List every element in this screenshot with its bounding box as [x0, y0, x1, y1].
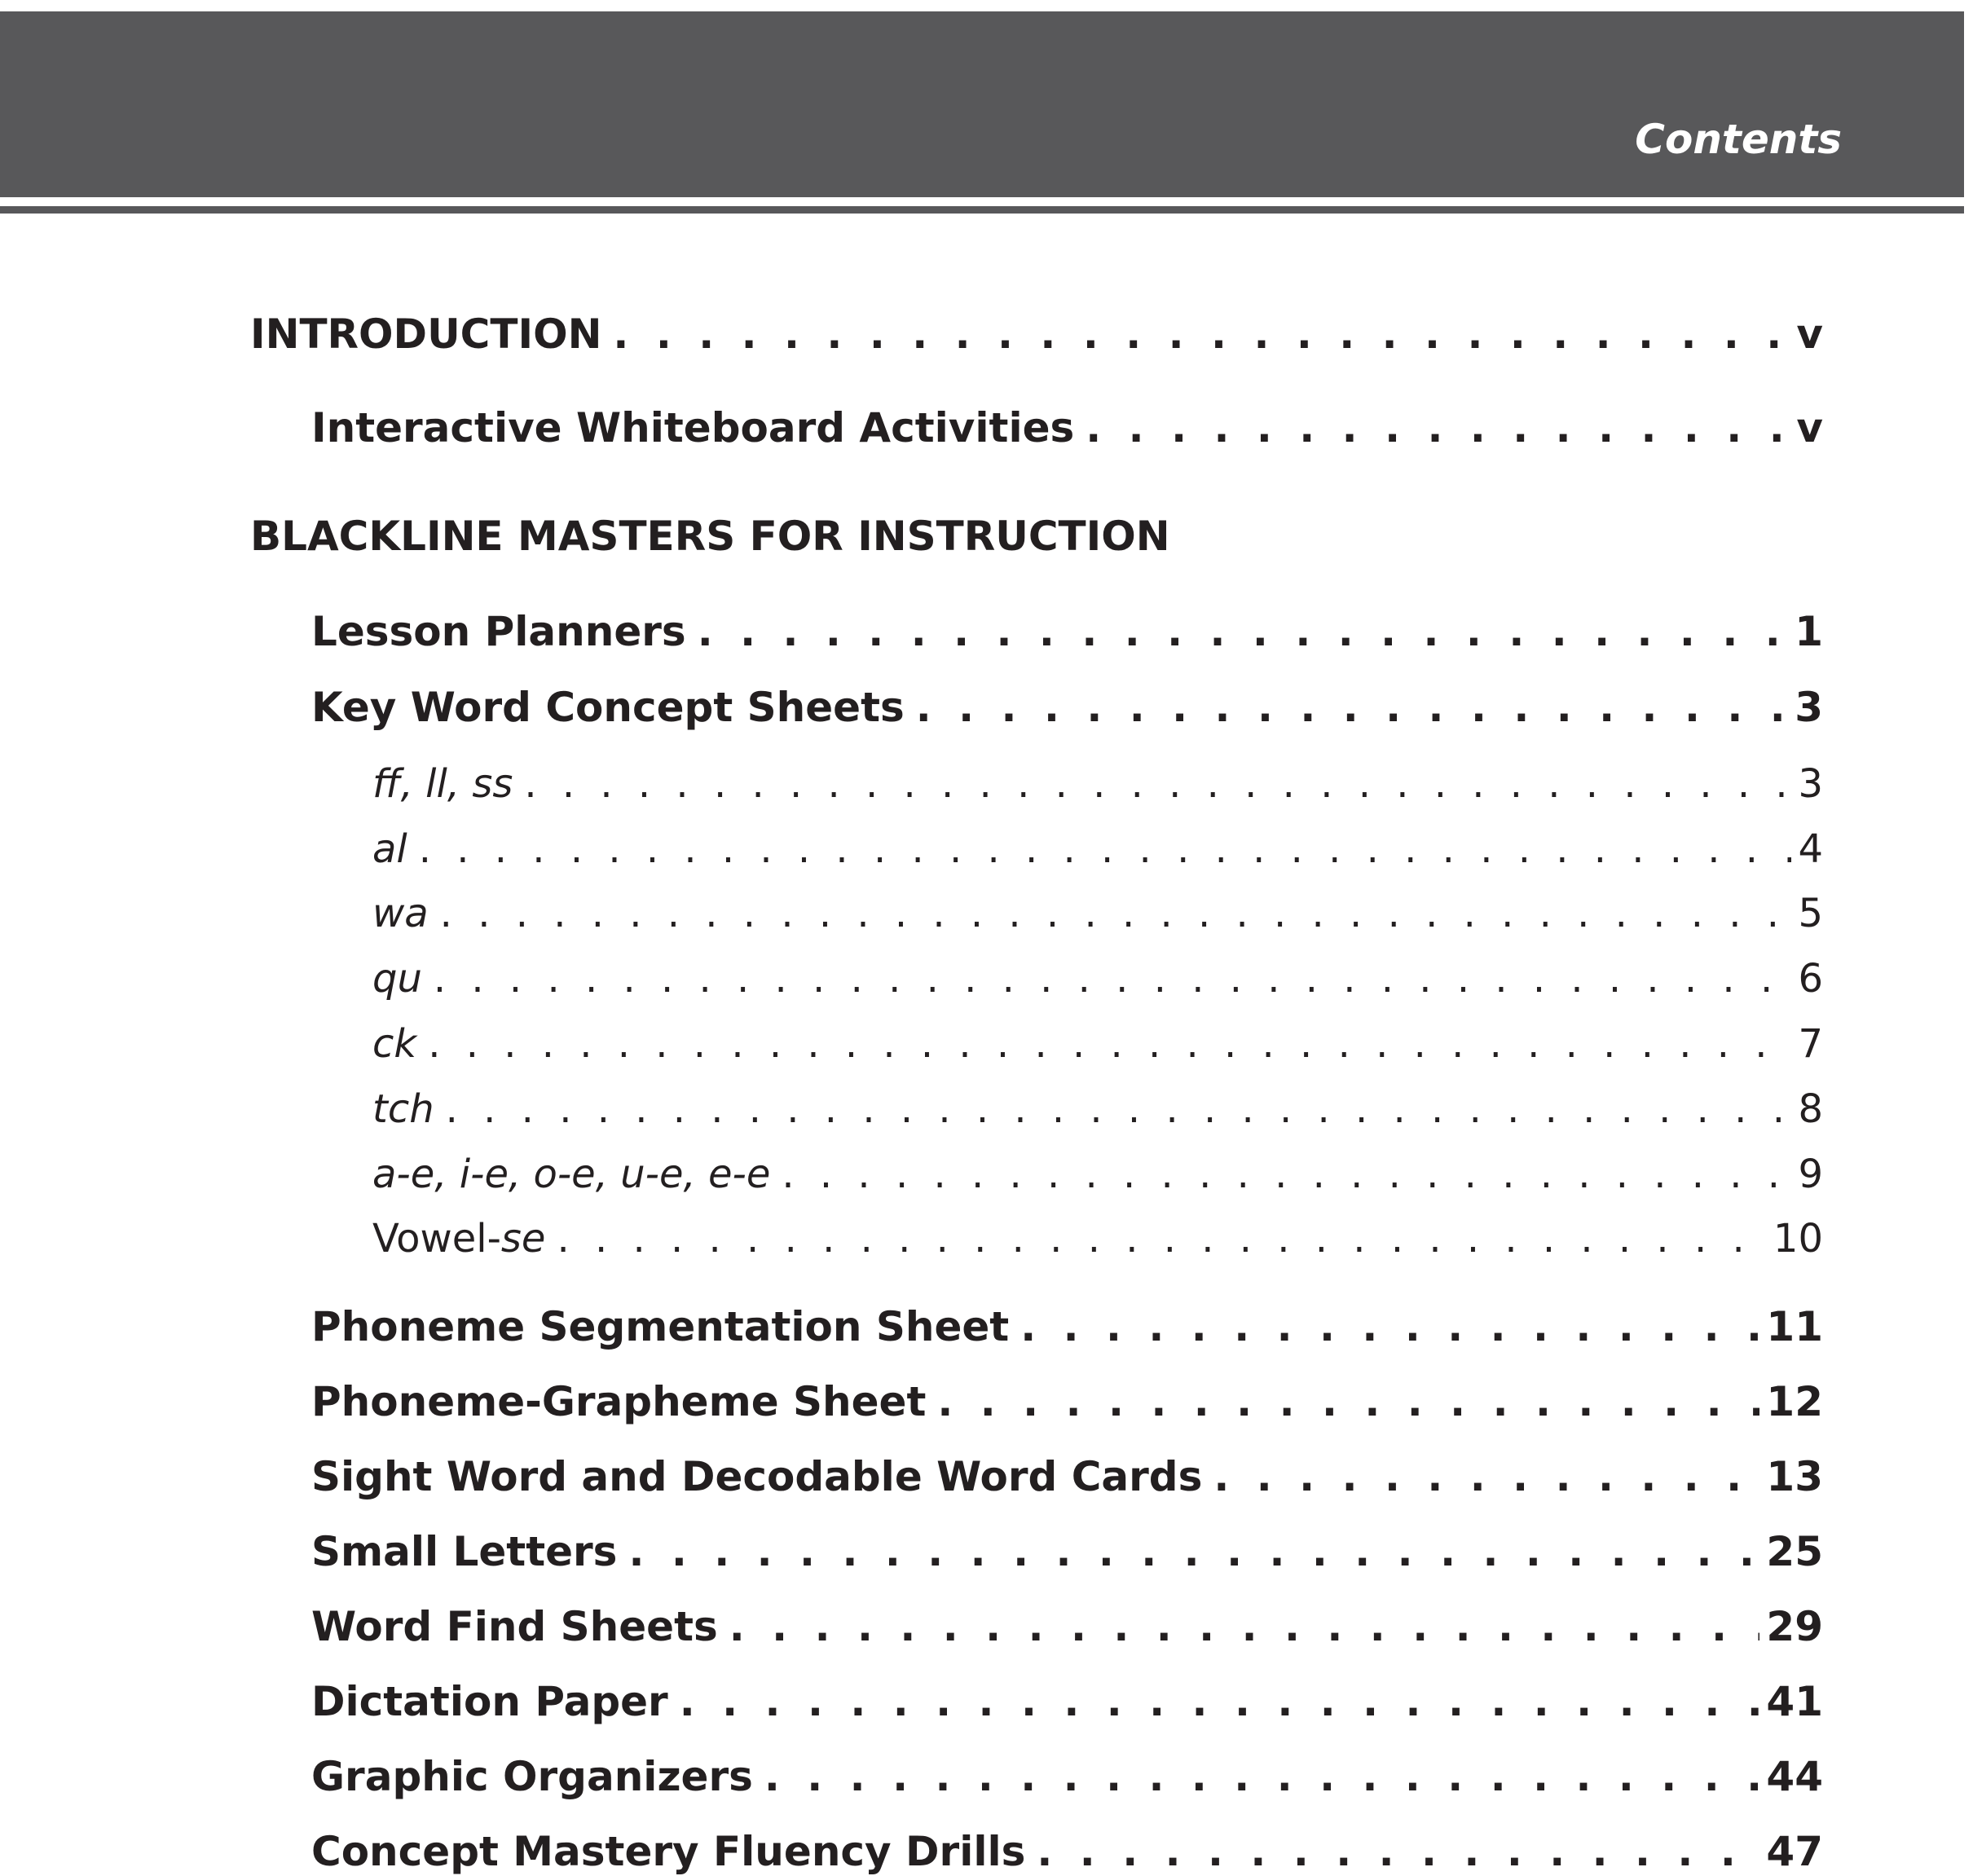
- toc-subentry-label: ff, ll, ss: [372, 761, 513, 807]
- dot-leader: [1037, 1831, 1759, 1872]
- toc-entry-page: 3: [1795, 684, 1823, 731]
- toc-subentry[interactable]: [372, 1216, 1823, 1262]
- dot-leader: [628, 1531, 1759, 1572]
- toc-entry[interactable]: [311, 1753, 1823, 1800]
- dot-leader: [557, 1219, 1766, 1258]
- toc-subentry-page: 10: [1773, 1216, 1823, 1262]
- dot-leader: [764, 1756, 1760, 1797]
- toc-subentry-label: al: [372, 826, 407, 872]
- toc-subentry-page: 6: [1798, 956, 1823, 1002]
- dot-leader: [419, 830, 1792, 869]
- dot-leader: [613, 314, 1790, 355]
- dot-leader: [729, 1606, 1760, 1647]
- toc-subentry-label: ck: [372, 1021, 417, 1067]
- toc-entry-label: INTRODUCTION: [250, 310, 602, 358]
- toc-entry-key-word-concept-sheets[interactable]: [311, 684, 1823, 731]
- dot-leader: [1020, 1306, 1759, 1347]
- toc-subentry-page: 7: [1798, 1021, 1823, 1067]
- toc-entry[interactable]: [311, 1678, 1823, 1725]
- toc-entry-page: v: [1796, 404, 1823, 451]
- toc-subentry[interactable]: [372, 891, 1823, 936]
- toc-entry[interactable]: [311, 1453, 1823, 1500]
- section-heading-blackline-masters: BLACKLINE MASTERS FOR INSTRUCTION: [250, 513, 1170, 560]
- dot-leader: [428, 1024, 1791, 1064]
- toc-subentry[interactable]: [372, 956, 1823, 1002]
- toc-entry-introduction[interactable]: [250, 310, 1823, 358]
- toc-entry-label: Sight Word and Decodable Word Cards: [311, 1453, 1203, 1500]
- toc-entry-label: Lesson Planners: [311, 608, 686, 655]
- dot-leader: [698, 611, 1789, 652]
- toc-entry-page: 12: [1766, 1378, 1823, 1425]
- toc-subentry-label: wa: [372, 891, 429, 936]
- toc-entry-page: 13: [1766, 1453, 1823, 1500]
- toc-subentry[interactable]: [372, 761, 1823, 807]
- toc-entry[interactable]: [311, 1603, 1823, 1650]
- toc-subentry-label: tch: [372, 1086, 434, 1132]
- toc-subentry[interactable]: [372, 1086, 1823, 1132]
- dot-leader: [434, 959, 1792, 998]
- toc-subentry-page: 8: [1798, 1086, 1823, 1132]
- dot-leader: [446, 1090, 1792, 1129]
- toc-subentry[interactable]: [372, 1021, 1823, 1067]
- toc-entry[interactable]: [311, 1528, 1823, 1575]
- toc-entry-interactive-whiteboard[interactable]: [311, 404, 1823, 451]
- toc-subentry-label: qu: [372, 956, 422, 1002]
- toc-subentry[interactable]: [372, 1152, 1823, 1197]
- toc-subentry-page: 5: [1798, 891, 1823, 936]
- toc-subentry-page: 4: [1798, 826, 1823, 872]
- dot-leader: [524, 764, 1791, 804]
- toc-subentry-page: 9: [1798, 1152, 1823, 1197]
- dot-leader: [440, 894, 1792, 933]
- toc-entry-page: v: [1796, 310, 1823, 358]
- toc-entry[interactable]: [311, 1378, 1823, 1425]
- toc-entry-label: Dictation Paper: [311, 1678, 668, 1725]
- toc-entry-label: Phoneme-Grapheme Sheet: [311, 1378, 927, 1425]
- toc-entry-page: 25: [1766, 1528, 1823, 1575]
- toc-entry-lesson-planners[interactable]: [311, 608, 1823, 655]
- toc-entry-page: 44: [1766, 1753, 1823, 1800]
- toc-subentry[interactable]: [372, 826, 1823, 872]
- toc-entry-label: Word Find Sheets: [311, 1603, 718, 1650]
- toc-entry-page: 47: [1766, 1828, 1823, 1875]
- toc-entry-page: 41: [1766, 1678, 1823, 1725]
- toc-entry-label: Interactive Whiteboard Activities: [311, 404, 1075, 451]
- toc-entry-label: Phoneme Segmentation Sheet: [311, 1303, 1010, 1350]
- toc-entry-page: 11: [1766, 1303, 1823, 1350]
- toc-subentry-label: a-e, i-e, o-e, u-e, e-e: [372, 1152, 771, 1197]
- toc-entry-label: Key Word Concept Sheets: [311, 684, 905, 731]
- dot-leader: [1086, 407, 1790, 448]
- toc-subentry-label-suffix: se: [500, 1216, 546, 1262]
- dot-leader: [680, 1681, 1760, 1722]
- toc-entry[interactable]: [311, 1303, 1823, 1350]
- toc-entry-label: Graphic Organizers: [311, 1753, 753, 1800]
- toc-subentry-label: [372, 1216, 546, 1262]
- toc-subentry-page: 3: [1798, 761, 1823, 807]
- toc-entry-page: 1: [1795, 608, 1823, 655]
- toc-entry-label: Concept Mastery Fluency Drills: [311, 1828, 1026, 1875]
- toc-entry-page: 29: [1766, 1603, 1823, 1650]
- toc-entry[interactable]: [311, 1828, 1823, 1875]
- dot-leader: [1213, 1456, 1759, 1497]
- page-title: Contents: [1635, 116, 1842, 163]
- toc-entry-label: Small Letters: [311, 1528, 618, 1575]
- dot-leader: [782, 1155, 1791, 1194]
- dot-leader: [916, 687, 1788, 728]
- dot-leader: [937, 1381, 1759, 1422]
- toc-subentry-label-prefix: Vowel-: [372, 1216, 501, 1262]
